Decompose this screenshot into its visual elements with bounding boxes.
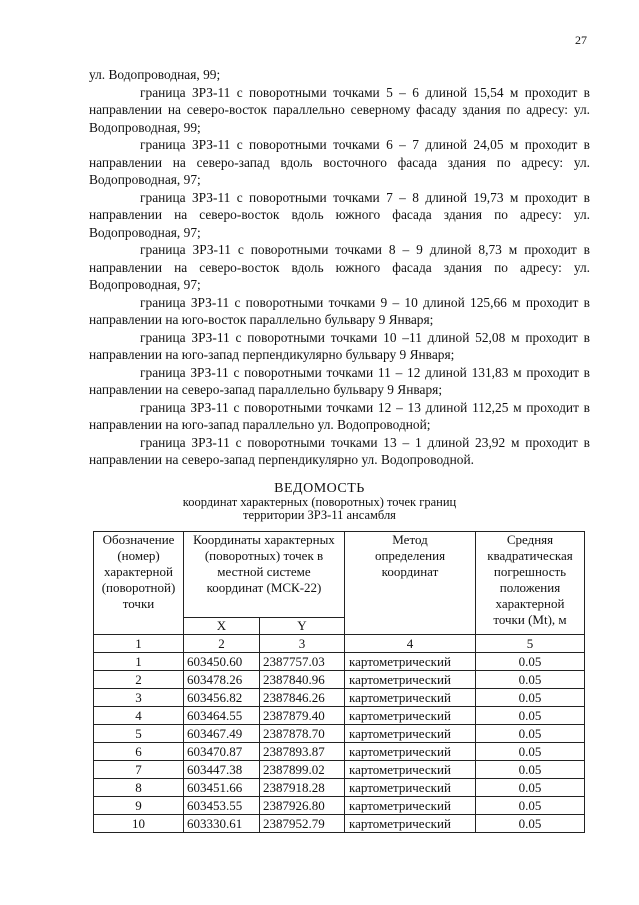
y-cell: 2387893.87 [260, 743, 345, 761]
point-number-cell: 10 [94, 815, 184, 833]
x-cell: 603330.61 [184, 815, 260, 833]
point-number-cell: 7 [94, 761, 184, 779]
column-number: 2 [184, 635, 260, 653]
x-cell: 603467.49 [184, 725, 260, 743]
y-cell: 2387878.70 [260, 725, 345, 743]
point-number-cell: 6 [94, 743, 184, 761]
x-cell: 603450.60 [184, 653, 260, 671]
paragraph: граница ЗРЗ-11 с поворотными точками 8 – 9 длиной 8,73 м проходит в направлении на северо-восток вдоль южного фасада здания по адресу: ул. Водопроводная, 97; [89, 242, 590, 292]
method-cell: картометрический [345, 815, 476, 833]
y-cell: 2387840.96 [260, 671, 345, 689]
x-cell: 603464.55 [184, 707, 260, 725]
paragraph: граница ЗРЗ-11 с поворотными точками 9 – 10 длиной 125,66 м проходит в направлении на юго-восток параллельно бульвару 9 Января; [89, 294, 590, 327]
error-cell: 0.05 [476, 797, 585, 815]
point-number-cell: 5 [94, 725, 184, 743]
error-cell: 0.05 [476, 671, 585, 689]
error-cell: 0.05 [476, 653, 585, 671]
column-number: 3 [260, 635, 345, 653]
method-cell: картометрический [345, 797, 476, 815]
method-cell: картометрический [345, 707, 476, 725]
point-number-cell: 9 [94, 797, 184, 815]
table-row [94, 725, 585, 743]
y-cell: 2387918.28 [260, 779, 345, 797]
point-number-cell: 3 [94, 689, 184, 707]
method-cell: картометрический [345, 743, 476, 761]
error-cell: 0.05 [476, 761, 585, 779]
paragraph: граница ЗРЗ-11 с поворотными точками 12 – 13 длиной 112,25 м проходит в направлении на юго-запад параллельно ул. Водопроводной; [89, 399, 590, 432]
method-cell: картометрический [345, 653, 476, 671]
coordinates-table [93, 531, 585, 833]
x-cell: 603447.38 [184, 761, 260, 779]
paragraph: граница ЗРЗ-11 с поворотными точками 6 – 7 длиной 24,05 м проходит в направлении на северо-запад вдоль восточного фасада здания по адресу: ул. Водопроводная, 97; [89, 137, 590, 187]
table-row [94, 671, 585, 689]
paragraph: граница ЗРЗ-11 с поворотными точками 13 – 1 длиной 23,92 м проходит в направлении на северо-запад перпендикулярно ул. Водопроводной. [89, 434, 590, 467]
statement-subtitle-2: территории ЗРЗ-11 ансамбля [243, 508, 396, 522]
method-cell: картометрический [345, 671, 476, 689]
column-numbering-row [94, 635, 585, 653]
statement-title: ВЕДОМОСТЬ [274, 481, 365, 496]
method-cell: картометрический [345, 689, 476, 707]
header-coordinates: Координаты характерных (поворотных) точек в местной системе координат (МСК-22) [184, 532, 345, 618]
y-cell: 2387846.26 [260, 689, 345, 707]
y-cell: 2387879.40 [260, 707, 345, 725]
method-cell: картометрический [345, 779, 476, 797]
header-x: X [184, 618, 260, 635]
column-number: 4 [345, 635, 476, 653]
point-number-cell: 4 [94, 707, 184, 725]
paragraph: граница ЗРЗ-11 с поворотными точками 11 – 12 длиной 131,83 м проходит в направлении на северо-запад параллельно бульвару 9 Января; [89, 364, 590, 397]
header-y: Y [260, 618, 345, 635]
x-cell: 603470.87 [184, 743, 260, 761]
point-number-cell: 2 [94, 671, 184, 689]
point-number-cell: 1 [94, 653, 184, 671]
column-number: 1 [94, 635, 184, 653]
header-method: Метод определения координат [345, 532, 476, 635]
table-row [94, 743, 585, 761]
error-cell: 0.05 [476, 815, 585, 833]
table-row [94, 689, 585, 707]
table-row [94, 779, 585, 797]
y-cell: 2387899.02 [260, 761, 345, 779]
y-cell: 2387757.03 [260, 653, 345, 671]
paragraph: граница ЗРЗ-11 с поворотными точками 10 –11 длиной 52,08 м проходит в направлении на юго-запад перпендикулярно бульвару 9 Января; [89, 329, 590, 362]
y-cell: 2387952.79 [260, 815, 345, 833]
paragraph: ул. Водопроводная, 99; [89, 67, 221, 82]
method-cell: картометрический [345, 725, 476, 743]
table-row [94, 815, 585, 833]
header-error: Средняя квадратическая погрешность положения характерной точки (Mt), м [476, 532, 585, 635]
table-row [94, 653, 585, 671]
y-cell: 2387926.80 [260, 797, 345, 815]
method-cell: картометрический [345, 761, 476, 779]
table-row [94, 797, 585, 815]
x-cell: 603451.66 [184, 779, 260, 797]
error-cell: 0.05 [476, 725, 585, 743]
error-cell: 0.05 [476, 707, 585, 725]
column-number: 5 [476, 635, 585, 653]
x-cell: 603453.55 [184, 797, 260, 815]
point-number-cell: 8 [94, 779, 184, 797]
header-point-number: Обозначение (номер) характерной (поворотной) точки [94, 532, 184, 635]
table-row [94, 761, 585, 779]
page-number: 27 [575, 33, 587, 47]
statement-subtitle: координат характерных (поворотных) точек границ [182, 495, 457, 509]
body-text [89, 66, 590, 469]
paragraph: граница ЗРЗ-11 с поворотными точками 7 – 8 длиной 19,73 м проходит в направлении на северо-восток вдоль южного фасада здания по адресу: ул. Водопроводная, 97; [89, 189, 590, 240]
table-row [94, 707, 585, 725]
x-cell: 603456.82 [184, 689, 260, 707]
error-cell: 0.05 [476, 743, 585, 761]
error-cell: 0.05 [476, 689, 585, 707]
x-cell: 603478.26 [184, 671, 260, 689]
error-cell: 0.05 [476, 779, 585, 797]
paragraph: граница ЗРЗ-11 с поворотными точками 5 – 6 длиной 15,54 м проходит в направлении на северо-восток параллельно северному фасаду здания по адресу: ул. Водопроводная, 99; [89, 84, 590, 135]
